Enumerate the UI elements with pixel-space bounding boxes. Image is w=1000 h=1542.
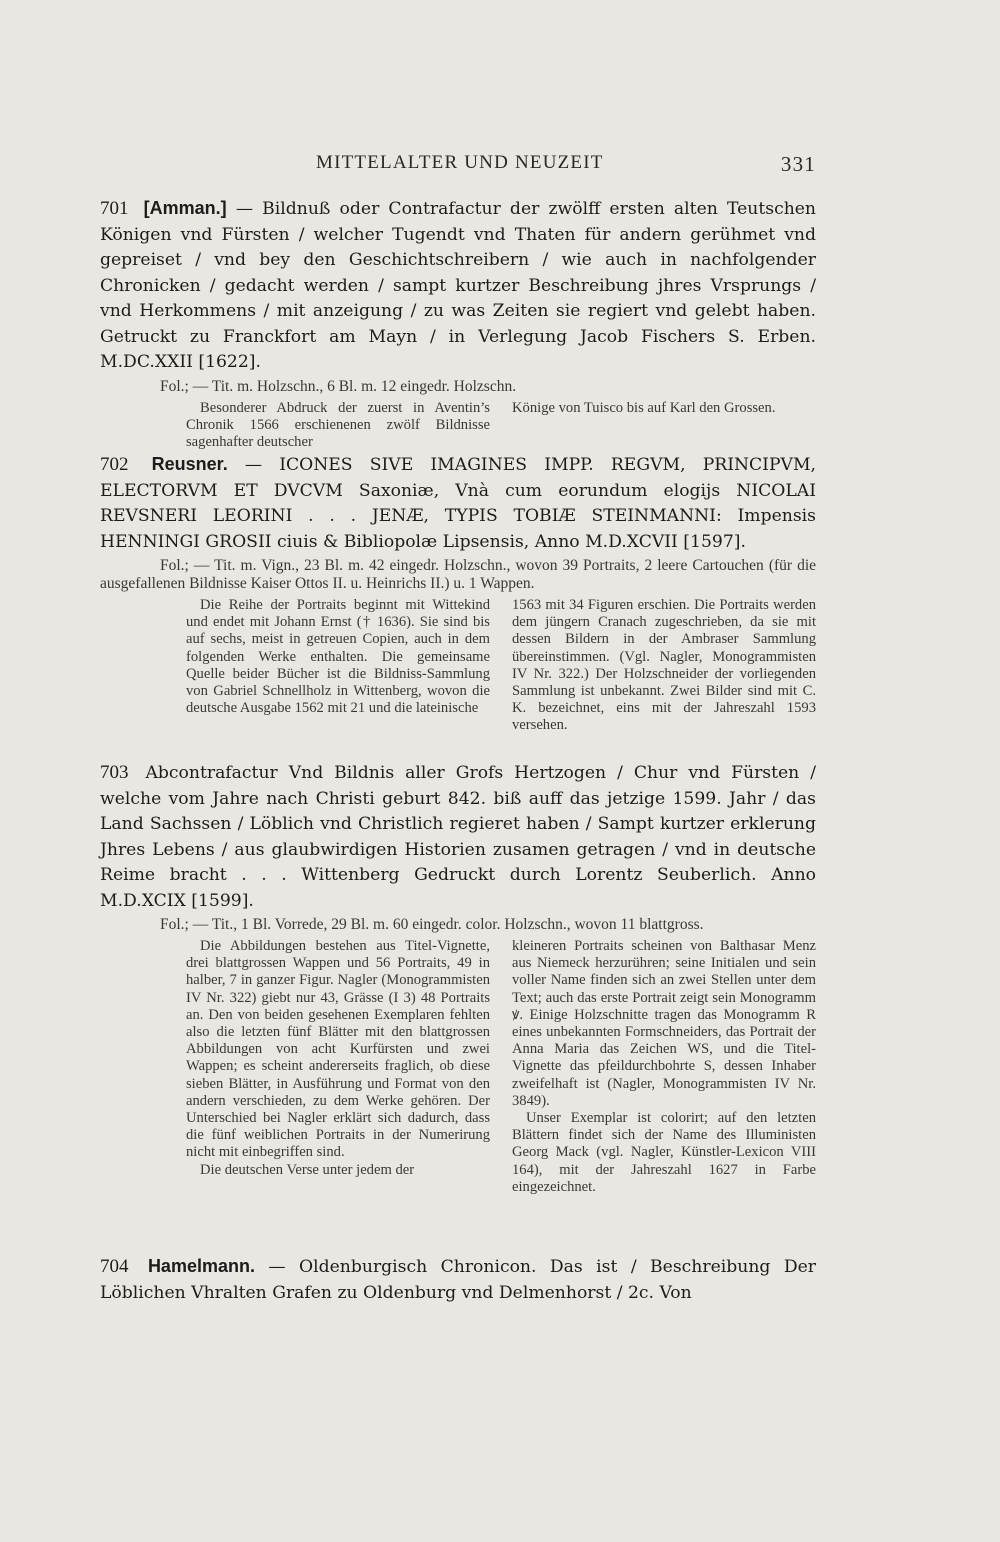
entry-number: 702	[100, 454, 129, 475]
entry-author: Reusner.	[151, 454, 228, 474]
notes-right-column	[512, 938, 816, 1196]
entry-notes	[186, 400, 816, 452]
entry-collation: Fol.; — Tit. m. Vign., 23 Bl. m. 42 eingedr. Holzschn., wovon 39 Portraits, 2 leere Cartouchen (für die ausgefallenen Bildnisse Kaiser Ottos II. u. Heinrichs II.) u. 1 Wappen.	[100, 557, 816, 592]
entry-title: — Oldenburgisch Chronicon. Das ist / Beschreibung Der Löblichen Vhralten Grafen zu Oldenburg vnd Delmenhorst / 2c. Von	[100, 1257, 816, 1303]
notes-left-column	[186, 938, 490, 1196]
entry-collation: Fol.; — Tit. m. Holzschn., 6 Bl. m. 12 eingedr. Holzschn.	[160, 377, 517, 395]
entry-number: 704	[100, 1256, 129, 1277]
entry-title: Abcontrafactur Vnd Bildnis aller Grofs Hertzogen / Chur vnd Fürsten / welche vom Jahre nach Christi geburt 842. biß auff das jetzige 1599. Jahr / das Land Sachssen / Löblich vnd Christlich regieret haben / Sampt kurtzer erklerung Jhres Lebens / aus glaubwirdigen Historien zusamen getragen / vnd in deutsche Reime bracht . . . Wittenberg Gedruckt durch Lorentz Seuberlich. Anno M.D.XCIX [1599].	[100, 763, 817, 911]
entry-number: 703	[100, 762, 129, 783]
catalog-entry-702	[100, 452, 816, 735]
entry-title: — Bildnuß oder Contrafactur der zwölff ersten alten Teutschen Königen vnd Fürsten / welcher Tugendt vnd Thaten für andern gerühmet vnd gepreiset / vnd bey den Geschichtschreibern / wie auch in nachfolgender Chronicken / gedacht werden / sampt kurtzer Beschreibung jhres Vrsprungs / vnd Herkommens / mit anzeigung / zu was Zeiten sie regiert vnd gelebt haben. Getruckt zu Franckfort am Mayn / in Verlegung Jacob Fischers S. Erben. M.DC.XXII [1622].	[100, 199, 817, 372]
note-paragraph: kleineren Portraits scheinen von Balthasar Menz aus Niemeck herzurühren; seine Initialen und sein voller Name finden sich an zwei Stellen unter dem Text; auch das erste Portrait zeigt sein Monogramm ꝟ. Einige Holzschnitte tragen das Monogramm R eines unbekannten Formschneiders, das Portrait der Anna Maria das Zeichen WS, und die Titel-Vignette das pfeildurchbohrte S, dessen Inhaber zweifelhaft ist (Nagler, Monogrammisten IV Nr. 3849).	[512, 938, 816, 1109]
note-paragraph: Besonderer Abdruck der zuerst in Aventin’s Chronik 1566 erschienenen zwölf Bildnisse sagenhafter deutscher	[186, 399, 490, 450]
entry-author: Hamelmann.	[147, 1256, 255, 1276]
note-paragraph: Die Abbildungen bestehen aus Titel-Vignette, drei blattgrossen Wappen und 56 Portraits, 49 in halber, 7 in ganzer Figur. Nagler (Monogrammisten IV Nr. 322) giebt nur 43, Grässe (I 3) 48 Portraits an. Den von beiden gesehenen Exemplaren fehlten also die letzten fünf Blätter mit den blattgrossen Abbildungen von acht Kurfürsten und zwei Wappen; es scheint andererseits fraglich, ob diese sieben Blätter, in Ausführung und Format von den andern verschieden, zu dem Werke gehören. Der Unterschied bei Nagler erklärt sich dadurch, dass die fünf weiblichen Portraits in der Numerirung nicht mit einbegriffen sind.	[186, 938, 490, 1161]
entry-collation: Fol.; — Tit., 1 Bl. Vorrede, 29 Bl. m. 60 eingedr. color. Holzschn., wovon 11 blattgross.	[160, 916, 704, 933]
notes-right-column	[512, 400, 816, 452]
catalog-entry-704	[100, 1254, 816, 1306]
entry-notes	[186, 938, 816, 1196]
note-paragraph: Die deutschen Verse unter jedem der	[200, 1161, 415, 1178]
notes-left-column	[186, 400, 490, 452]
notes-right-column	[512, 597, 816, 735]
entry-heading	[100, 1254, 816, 1306]
note-paragraph: Könige von Tuisco bis auf Karl den Grossen.	[512, 399, 776, 416]
notes-left-column	[186, 597, 490, 735]
entry-title: — ICONES SIVE IMAGINES IMPP. REGVM, PRINCIPVM, ELECTORVM ET DVCVM Saxoniæ, Vnà cum eorundum elogijs NICOLAI REVSNERI LEORINI . . . JENÆ, TYPIS TOBIÆ STEINMANNI: Impensis HENNINGI GROSII ciuis & Bibliopolæ Lipsensis, Anno M.D.XCVII [1597].	[100, 455, 817, 552]
entry-heading	[100, 760, 816, 914]
page-number: 331	[780, 152, 816, 176]
note-paragraph: 1563 mit 34 Figuren erschien. Die Portraits werden dem jüngern Cranach zugeschrieben, da sie mit dessen Bildern in der Ambraser Sammlung übereinstimmen. (Vgl. Nagler, Monogrammisten IV Nr. 322.) Der Holzschneider der vorliegenden Sammlung ist unbekannt. Zwei Bilder sind mit C. K. bezeichnet, eins mit der Jahreszahl 1593 versehen.	[512, 597, 816, 734]
entry-heading	[100, 452, 816, 555]
note-paragraph: Die Reihe der Portraits beginnt mit Wittekind und endet mit Johann Ernst († 1636). Sie sind bis auf sechs, meist in getreuen Copien, auch in dem folgenden Werke enthalten. Die gemeinsame Quelle beider Bücher ist die Bildniss-Sammlung von Gabriel Schnellholz in Wittenberg, wovon die deutsche Ausgabe 1562 mit 21 und die lateinische	[186, 597, 490, 717]
entry-number: 701	[100, 198, 129, 219]
entry-heading	[100, 196, 816, 376]
entry-notes	[186, 597, 816, 735]
catalog-entry-701	[100, 196, 816, 451]
entry-author: [Amman.]	[143, 198, 227, 218]
catalog-entry-703	[100, 760, 816, 1196]
note-paragraph: Unser Exemplar ist colorirt; auf den letzten Blättern findet sich der Name des Illuministen Georg Mack (vgl. Nagler, Künstler-Lexicon VIII 164), mit der Jahreszahl 1627 in Farbe eingezeichnet.	[512, 1110, 816, 1195]
running-title: MITTELALTER UND NEUZEIT	[316, 152, 604, 173]
running-header	[160, 152, 816, 176]
